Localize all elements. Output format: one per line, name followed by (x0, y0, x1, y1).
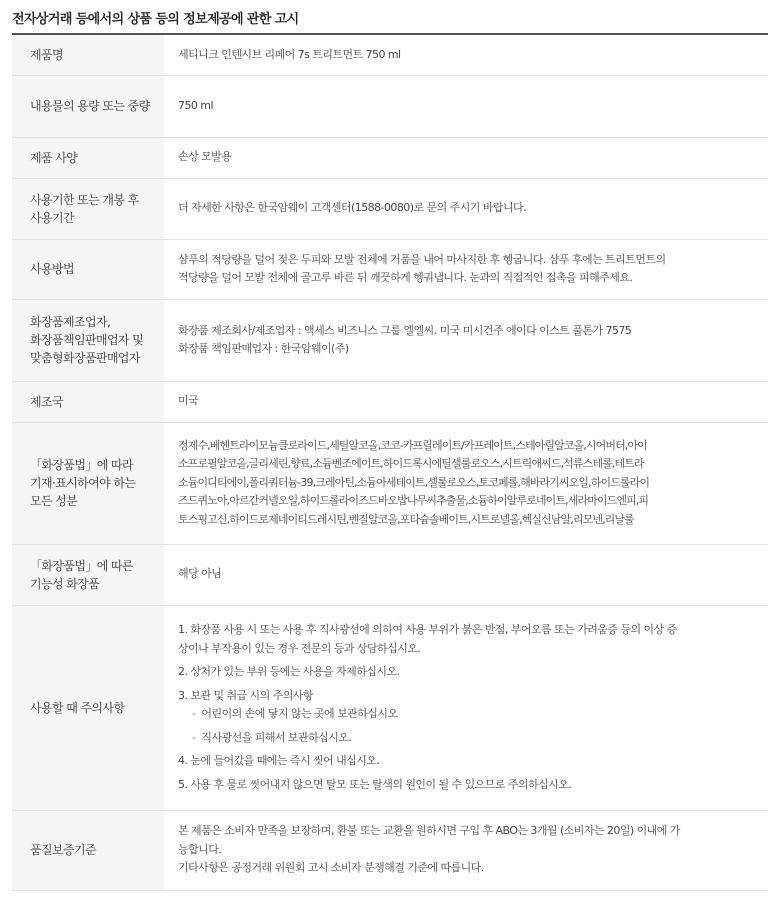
dash-marker: - (192, 707, 196, 720)
table-row (12, 544, 768, 605)
row-label-expiry: 사용기한 또는 개봉 후 사용기간 (12, 178, 164, 239)
table-row (12, 810, 768, 890)
caution-subitem-text: 어린이의 손에 닿지 않는 곳에 보관하십시오 (201, 707, 398, 720)
caution-item-2: 2. 상처가 있는 부위 등에는 사용을 자제하십시오. (178, 665, 400, 678)
caution-subitem-text: 직사광선을 피해서 보관하십시오. (201, 730, 352, 744)
row-value-volume: 750 ml (164, 75, 768, 137)
ingredients-line: 소프로필알코올,글리세린,향료,소듐벤조에이트,하이드록시에틸셀룰로오스,시트릭애씨드,석류스테롤,테트라 (178, 457, 644, 471)
caution-subitem (178, 729, 756, 748)
dash-marker: - (192, 730, 196, 744)
caution-subitem (178, 705, 756, 724)
row-value-product-name: 세티니크 인텐시브 리페어 7s 트리트먼트 750 ml (164, 34, 768, 75)
row-label-volume: 내용물의 용량 또는 중량 (12, 75, 164, 137)
caution-item-1-cont: 상이나 부작용이 있는 경우 전문의 등과 상담하십시오. (178, 641, 421, 655)
ingredients-line: 정제수,베헨트라이모늄클로라이드,세틸알코올,코코-카프릴레이트/카프레이트,스테아릴알코올,시어버터,아이 (178, 438, 647, 452)
table-row (12, 239, 768, 299)
quality-line: 기타사항은 공정거래 위원회 고시 소비자 분쟁해결 기준에 따릅니다. (178, 861, 484, 875)
caution-item-4: 4. 눈에 들어갔을 때에는 즉시 씻어 내십시오. (178, 754, 380, 767)
row-value-ingredients (164, 422, 768, 544)
usage-line: 적당량을 덜어 모발 전체에 골고루 바른 뒤 깨끗하게 헹궈냅니다. 눈과의 직접적인 접촉을 피해주세요. (178, 271, 633, 284)
row-label-manufacturer: 화장품제조업자, 화장품책임판매업자 및 맞춤형화장품판매업자 (12, 299, 164, 381)
table-row (12, 605, 768, 810)
table-row (12, 178, 768, 239)
caution-item-5: 5. 사용 후 물로 씻어내지 않으면 탈모 또는 탈색의 원인이 될 수 있으므로 주의하십시오. (178, 777, 572, 791)
table-row (12, 34, 768, 75)
caution-item-3: 3. 보관 및 취급 시의 주의사항 (178, 688, 313, 702)
ingredients-line: 소듐이디티에이,폴리쿼터늄-39,크레아틴,소듐아세테이트,셀룰로오스,토코페롤,해바라기씨오일,하이드롤라이 (178, 475, 650, 489)
usage-line: 샴푸의 적당량을 덜어 젖은 두피와 모발 전체에 거품을 내어 마사지한 후 헹굽니다. 샴푸 후에는 트리트먼트의 (178, 252, 666, 266)
row-label-functional: 「화장품법」에 따른 기능성 화장품 (12, 544, 164, 605)
row-value-quality (164, 810, 768, 890)
table-row (12, 381, 768, 422)
ingredients-line: 즈드퀴노아,아르간커넬오일,하이드롤라이즈드바오밥나무씨추출물,소듐하이알루로네이트,세라마이드엔피,피 (178, 494, 649, 508)
caution-item-1: 1. 화장품 사용 시 또는 사용 후 직사광선에 의하여 사용 부위가 붉은 반점, 부어오름 또는 가려움증 등의 이상 증 (178, 623, 677, 636)
table-row (12, 299, 768, 381)
quality-line: 능합니다. (178, 842, 222, 856)
row-label-spec: 제품 사양 (12, 137, 164, 178)
row-value-cautions (164, 605, 768, 810)
row-label-usage: 사용방법 (12, 239, 164, 299)
row-label-product-name: 제품명 (12, 34, 164, 75)
product-info-table (12, 33, 768, 891)
row-label-cautions: 사용할 때 주의사항 (12, 605, 164, 810)
row-label-quality: 품질보증기준 (12, 810, 164, 890)
row-value-expiry: 더 자세한 사항은 한국암웨이 고객센터(1588-0080)로 문의 주시기 바랍니다. (164, 178, 768, 239)
distributor-line: 화장품 책임판매업자 : 한국암웨이(주) (178, 342, 349, 355)
table-row (12, 75, 768, 137)
quality-line: 본 제품은 소비자 만족을 보장하며, 환불 또는 교환을 원하시면 구입 후 ABO는 3개월 (소비자는 20일) 이내에 가 (178, 824, 680, 838)
row-value-manufacturer (164, 299, 768, 381)
row-value-functional: 해당 아님 (164, 544, 768, 605)
row-label-ingredients: 「화장품법」에 따라 기재·표시하여야 하는 모든 성분 (12, 422, 164, 544)
ingredients-line: 토스핑고신,하이드로제네이티드레시틴,벤질알코올,포타슘솔베이트,시트로넬올,헥실신남알,리모넨,리날룰 (178, 512, 634, 526)
table-row (12, 137, 768, 178)
row-value-country: 미국 (164, 381, 768, 422)
manufacturer-line: 화장품 제조회사/제조업자 : 액세스 비즈니스 그룹 엘엘씨. 미국 미시건주 에이다 이스트 풀톤가 7575 (178, 323, 632, 337)
notice-title: 전자상거래 등에서의 상품 등의 정보제공에 관한 고시 (12, 12, 299, 27)
row-label-country: 제조국 (12, 381, 164, 422)
table-row (12, 422, 768, 544)
row-value-usage (164, 239, 768, 299)
row-value-spec: 손상 모발용 (164, 137, 768, 178)
